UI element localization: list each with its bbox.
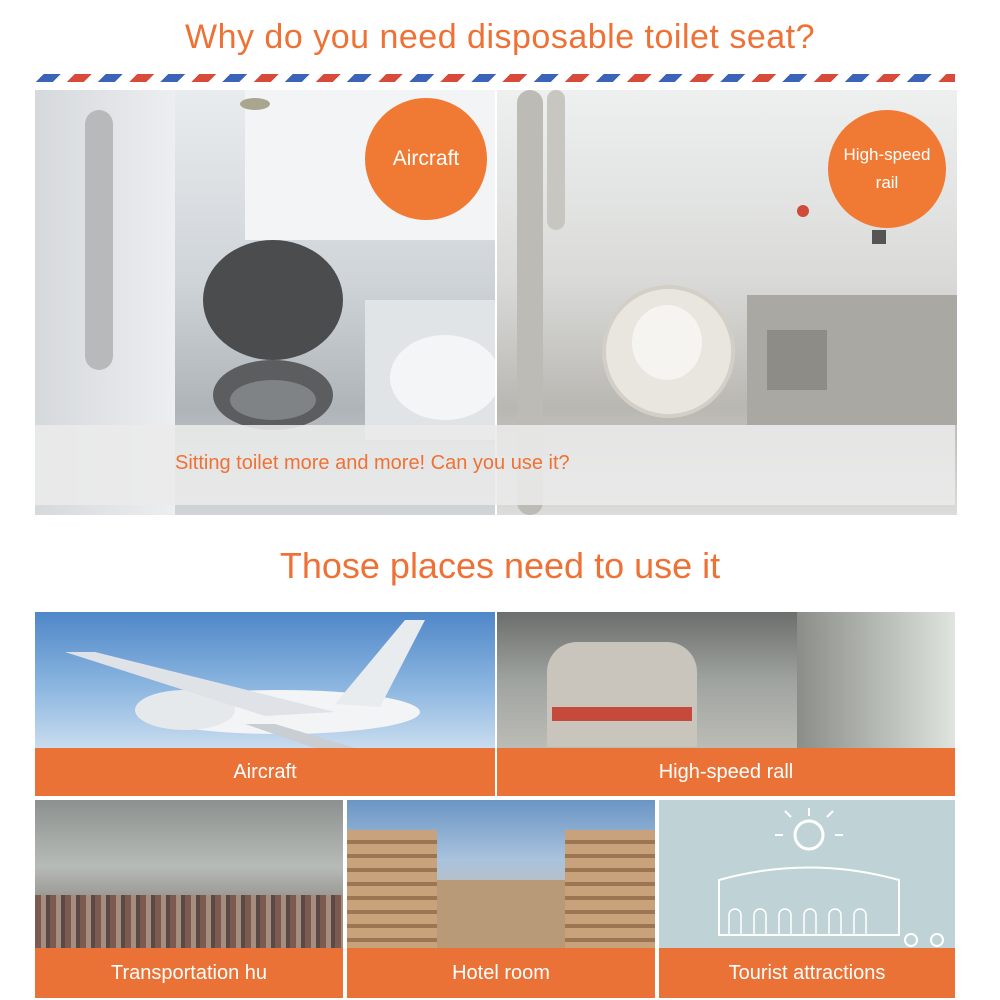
- place-label-tourist-text: Tourist attractions: [728, 961, 886, 984]
- airplane-icon: [35, 612, 495, 748]
- place-label-rail-text: High-speed rall: [658, 760, 794, 783]
- airplane-photo: [35, 612, 495, 748]
- caption-banner-text: Sitting toilet more and more! Can you use it?: [175, 452, 570, 474]
- airmail-stripe-divider: [35, 74, 955, 82]
- colosseum-sketch-icon: [659, 800, 955, 948]
- train-station-photo: [497, 612, 955, 748]
- place-label-rail: [497, 748, 955, 796]
- page-title: Why do you need disposable toilet seat?: [184, 18, 815, 56]
- place-label-transport-hub: [35, 948, 343, 998]
- place-label-hotel-text: Hotel room: [452, 961, 550, 984]
- high-speed-rail-badge: [828, 110, 946, 228]
- place-label-hotel: [347, 948, 655, 998]
- aircraft-badge: [365, 98, 487, 220]
- rail-badge-line1: High-speed: [843, 145, 931, 164]
- place-label-tourist: [659, 948, 955, 998]
- place-label-aircraft-text: Aircraft: [233, 760, 297, 783]
- tourist-sketch-photo: [659, 800, 955, 948]
- section-title: Those places need to use it: [279, 545, 721, 586]
- aircraft-badge-label: Aircraft: [392, 147, 460, 170]
- rail-badge-line2: rail: [875, 173, 899, 192]
- hotel-photo: [347, 800, 655, 948]
- place-label-transport-hub-text: Transportation hu: [110, 961, 267, 984]
- place-label-aircraft: [35, 748, 495, 796]
- transport-hub-photo: [35, 800, 343, 948]
